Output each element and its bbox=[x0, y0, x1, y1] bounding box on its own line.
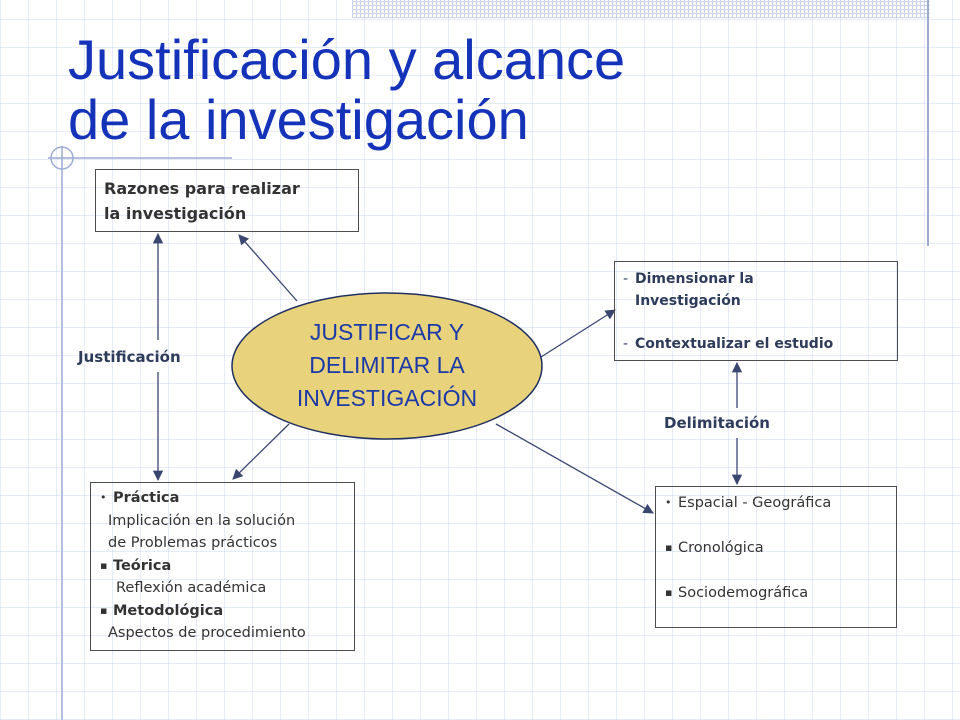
type-description: Reflexión académica bbox=[116, 580, 267, 596]
delimitation-type-spatial bbox=[656, 492, 896, 515]
arrow-to-reasons-box bbox=[239, 235, 297, 301]
dimension-box bbox=[614, 261, 898, 361]
context-item bbox=[623, 334, 897, 356]
delimitation-type-sociodemographic bbox=[656, 582, 896, 605]
type-name: Práctica bbox=[113, 490, 180, 506]
delimitation-type-name: Cronológica bbox=[678, 540, 764, 556]
central-text-line-1: JUSTIFICAR Y bbox=[309, 319, 465, 345]
bullet-square: ▪ bbox=[665, 541, 673, 554]
dash-marker: - bbox=[623, 271, 629, 287]
type-description: Implicación en la solución bbox=[108, 512, 296, 529]
justification-types-box bbox=[90, 482, 355, 651]
type-description: de Problemas prácticos bbox=[108, 535, 278, 551]
spacer bbox=[623, 312, 897, 334]
delimitation-type-name: Espacial - Geográfica bbox=[678, 495, 832, 511]
dimension-item-text: Investigación bbox=[635, 292, 741, 309]
slide-title-line-1: Justificación y alcance bbox=[68, 28, 626, 91]
type-name: Metodológica bbox=[113, 602, 224, 619]
bullet-square: ▪ bbox=[665, 586, 673, 599]
central-ellipse-text bbox=[232, 316, 542, 415]
type-methodological bbox=[91, 600, 354, 623]
dimension-item-continued bbox=[623, 291, 897, 313]
delimitation-type-name: Sociodemográfica bbox=[678, 585, 809, 601]
bullet-dot: • bbox=[665, 496, 672, 509]
arrow-to-dimension-box bbox=[541, 310, 615, 357]
bullet-dot: • bbox=[100, 491, 107, 504]
bullet-square: ▪ bbox=[100, 558, 108, 572]
dash-marker: - bbox=[623, 335, 629, 352]
delimitation-types-box bbox=[655, 486, 897, 628]
dimension-item bbox=[623, 269, 897, 291]
central-text-line-2: DELIMITAR LA bbox=[309, 352, 465, 378]
bullet-square: ▪ bbox=[100, 603, 108, 617]
slide-title-line-2: de la investigación bbox=[68, 88, 529, 151]
delimitation-label: Delimitación bbox=[664, 414, 770, 432]
type-description: Aspectos de procedimiento bbox=[108, 625, 306, 641]
arrow-to-justification-types-box bbox=[233, 424, 289, 479]
reasons-line-2: la investigación bbox=[104, 204, 247, 223]
central-text-line-3: INVESTIGACIÓN bbox=[296, 385, 478, 411]
type-theoretical bbox=[91, 555, 354, 578]
delimitation-type-chronological bbox=[656, 537, 896, 560]
type-practical bbox=[91, 487, 354, 510]
slide-title bbox=[68, 30, 625, 150]
arrow-to-delimitation-types-box bbox=[496, 424, 653, 513]
type-name: Teórica bbox=[113, 557, 172, 574]
reasons-box bbox=[95, 169, 359, 232]
reasons-line-1: Razones para realizar bbox=[104, 179, 300, 198]
dimension-item-text: Dimensionar la bbox=[635, 271, 754, 287]
context-item-text: Contextualizar el estudio bbox=[635, 335, 834, 352]
justification-label: Justificación bbox=[78, 348, 181, 366]
